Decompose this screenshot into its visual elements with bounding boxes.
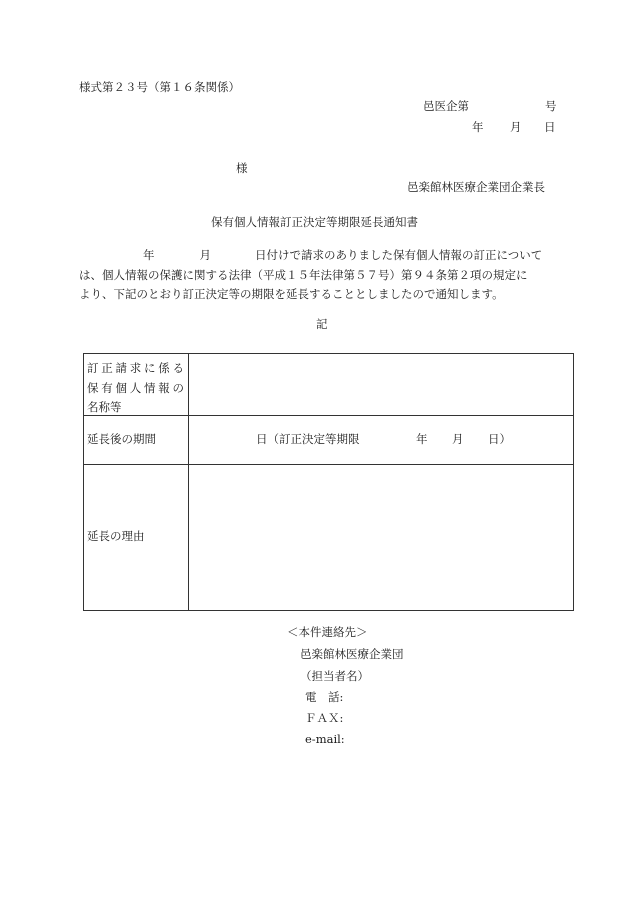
body-line-1-text: 日付けで請求のありました保有個人情報の訂正について bbox=[255, 248, 543, 262]
form-number: 様式第２３号（第１６条関係） bbox=[79, 80, 240, 94]
row2-year: 年 bbox=[416, 432, 428, 446]
contact-person: （担当者名） bbox=[300, 669, 369, 683]
row1-label-line-2: 保有個人情報の bbox=[87, 380, 184, 395]
row2-label: 延長後の期間 bbox=[87, 432, 156, 446]
date-month: 月 bbox=[510, 120, 522, 134]
row1-label-line-3: 名称等 bbox=[87, 400, 122, 414]
body-year: 年 bbox=[143, 248, 155, 262]
date-day: 日 bbox=[544, 120, 556, 134]
document-number-suffix: 号 bbox=[545, 99, 557, 113]
body-month: 月 bbox=[199, 248, 211, 262]
date-year: 年 bbox=[472, 120, 484, 134]
ki-marker: 記 bbox=[316, 317, 328, 331]
contact-fax: ＦＡＸ: bbox=[305, 711, 344, 725]
row1-label-line-1: 訂正請求に係る bbox=[87, 361, 184, 375]
table-column-divider bbox=[188, 353, 189, 610]
body-line-3: より、下記のとおり訂正決定等の期限を延長することとしましたので通知します。 bbox=[79, 287, 504, 301]
addressee-suffix: 様 bbox=[236, 161, 248, 175]
body-paragraph bbox=[79, 249, 564, 308]
body-line-2: は、個人情報の保護に関する法律（平成１５年法律第５７号）第９４条第２項の規定に bbox=[79, 267, 528, 282]
table-row-divider-2 bbox=[83, 464, 573, 465]
contact-org: 邑楽館林医療企業団 bbox=[300, 647, 404, 661]
row3-label: 延長の理由 bbox=[87, 529, 145, 543]
row2-month: 月 bbox=[452, 432, 464, 446]
contact-email: e-mail: bbox=[305, 732, 345, 746]
contact-heading: ＜本件連絡先＞ bbox=[287, 625, 368, 639]
contact-tel: 電 話: bbox=[305, 690, 344, 704]
row2-day-close: 日） bbox=[488, 432, 511, 446]
row1-label bbox=[87, 359, 184, 418]
issuer: 邑楽館林医療企業団企業長 bbox=[407, 180, 545, 194]
document-title: 保有個人情報訂正決定等期限延長通知書 bbox=[211, 215, 418, 229]
row2-day-deadline: 日（訂正決定等期限 bbox=[256, 432, 360, 446]
document-number-prefix: 邑医企第 bbox=[423, 99, 469, 113]
body-line-1 bbox=[79, 249, 564, 269]
